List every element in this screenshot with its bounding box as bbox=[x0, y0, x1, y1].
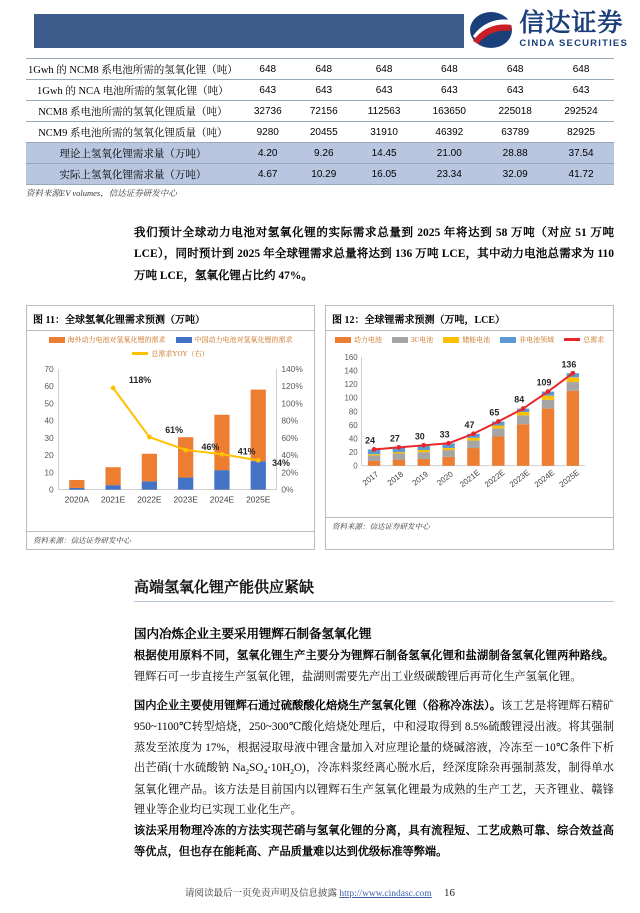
legend-swatch-icon bbox=[49, 337, 65, 343]
logo-text-en: CINDA SECURITIES bbox=[519, 38, 628, 49]
legend-label: 3C电池 bbox=[410, 335, 434, 344]
bar-segment bbox=[467, 448, 479, 466]
legend-label: 储能电池 bbox=[462, 335, 491, 344]
chart-12-legend bbox=[326, 331, 613, 345]
x-axis-tick: 2018 bbox=[385, 469, 406, 488]
legend-label: 动力电池 bbox=[353, 335, 382, 344]
yoy-point bbox=[183, 447, 188, 452]
table-cell-value: 16.05 bbox=[352, 164, 417, 185]
x-axis-tick: 2024E bbox=[532, 467, 557, 489]
bar-segment bbox=[393, 459, 405, 465]
table-cell-value: 10.29 bbox=[296, 164, 352, 185]
table-row-label: NCM9 系电池所需的氢氧化锂质量（吨） bbox=[26, 122, 240, 143]
legend-item bbox=[392, 335, 433, 345]
footer-url-link[interactable]: http://www.cindasc.com bbox=[339, 889, 432, 899]
legend-swatch-icon bbox=[335, 337, 351, 343]
yoy-point bbox=[220, 452, 225, 457]
table-cell-value: 648 bbox=[352, 59, 417, 80]
chart-11-legend bbox=[27, 331, 314, 359]
total-demand-point bbox=[521, 406, 526, 411]
x-axis-tick: 2024E bbox=[209, 494, 235, 505]
total-demand-data-label: 30 bbox=[414, 431, 425, 442]
table-cell-value: 46392 bbox=[416, 122, 482, 143]
legend-line-icon bbox=[564, 338, 580, 341]
table-cell-value: 23.34 bbox=[416, 164, 482, 185]
total-demand-point bbox=[471, 431, 476, 436]
x-axis-tick: 2023E bbox=[507, 467, 532, 489]
table-cell-value: 28.88 bbox=[482, 143, 548, 164]
legend-item bbox=[500, 335, 554, 345]
y-axis-tick: 50 bbox=[44, 398, 54, 409]
paragraph-2-rest: 该工艺是将锂辉石精矿 950~1100℃转型焙烧，250~300℃酸化焙烧处理后，中和浸取得到 8.5%硫酸锂浸出液。将其强制蒸发至浓度为 17%，根据浸取母液中锂含量加入对应理论量的烧碱溶液，冷冻至－10℃条件下析出芒硝(十水硫酸钠 $Na_2SO_4\cdot 10H_2O$)，冷冻料浆经离心脱水后，经深度除杂再强制蒸发，制得单水氢氧化锂产品。该方法是目前国内以锂辉石生产氢氧化锂最为成熟的生产工艺，天齐锂业、赣锋锂业等企业均已实现工业化生产。 bbox=[134, 700, 614, 817]
chart-11-title: 图 11：全球氢氧化锂需求预测（万吨） bbox=[27, 306, 314, 331]
table-cell-value: 63789 bbox=[482, 122, 548, 143]
table-cell-value: 648 bbox=[416, 59, 482, 80]
table-cell-value: 648 bbox=[296, 59, 352, 80]
bar-segment-china bbox=[105, 485, 120, 489]
total-demand-data-label: 33 bbox=[439, 429, 450, 440]
intro-paragraph: 我们预计全球动力电池对氢氧化锂的实际需求总量到 2025 年将达到 58 万吨（对应 51 万吨 LCE），同时预计到 2025 年全球锂需求总量将达到 136 万吨 LCE，其中动力电池总需求为 110 万吨 LCE，氢氧化锂占比约 47%。 bbox=[134, 227, 614, 282]
y-axis-tick: 20 bbox=[348, 447, 358, 457]
table-cell-value: 14.45 bbox=[352, 143, 417, 164]
total-demand-data-label: 47 bbox=[464, 419, 475, 430]
bar-segment bbox=[418, 450, 430, 452]
table-row-label: 理论上氢氧化锂需求量（万吨） bbox=[26, 143, 240, 164]
bar-segment bbox=[542, 408, 554, 465]
yoy-point bbox=[111, 385, 116, 390]
x-axis-tick: 2021E bbox=[458, 467, 482, 489]
bar-segment-overseas bbox=[142, 454, 157, 482]
bar-segment-overseas bbox=[105, 467, 120, 485]
table-cell-value: 82925 bbox=[548, 122, 614, 143]
y-axis-tick: 40 bbox=[348, 434, 358, 444]
chart-11-plot-area bbox=[27, 359, 314, 531]
bar-segment bbox=[442, 448, 454, 450]
table-row-label: NCM8 系电池所需的氢氧化锂质量（吨） bbox=[26, 101, 240, 122]
chart-11-source: 资料来源：信达证券研发中心 bbox=[27, 531, 314, 549]
header-blue-bar bbox=[34, 14, 464, 48]
bar-segment-china bbox=[251, 461, 266, 489]
bar-segment bbox=[393, 453, 405, 459]
legend-swatch-icon bbox=[500, 337, 516, 343]
legend-item bbox=[49, 335, 166, 345]
yoy-point bbox=[147, 434, 152, 439]
total-demand-point bbox=[496, 419, 501, 424]
y-axis-tick: 160 bbox=[344, 352, 358, 362]
legend-label: 中国动力电池对氢氧化锂的需求 bbox=[194, 335, 293, 344]
legend-item bbox=[443, 335, 490, 345]
legend-item bbox=[132, 349, 208, 359]
bar-segment bbox=[393, 452, 405, 453]
legend-label: 海外动力电池对氢氧化锂的需求 bbox=[67, 335, 166, 344]
bar-segment bbox=[517, 424, 529, 466]
footer-disclaimer: 请阅读最后一页免责声明及信息披露 bbox=[184, 889, 337, 899]
lithium-demand-table bbox=[26, 58, 614, 185]
table-cell-value: 648 bbox=[482, 59, 548, 80]
legend-label: 总需求 bbox=[583, 335, 605, 344]
total-demand-point bbox=[546, 389, 551, 394]
x-axis-tick: 2023E bbox=[173, 494, 198, 505]
paragraph-2-bold: 国内企业主要使用锂辉石通过硫酸酸化焙烧生产氢氧化锂（俗称冷冻法）。 bbox=[134, 700, 502, 713]
table-row bbox=[26, 164, 614, 185]
company-logo bbox=[469, 10, 628, 50]
table-cell-value: 31910 bbox=[352, 122, 417, 143]
table-row-label: 1Gwh 的 NCA 电池所需的氢氧化锂（吨） bbox=[26, 80, 240, 101]
y-axis-tick: 20 bbox=[44, 449, 54, 460]
table-cell-value: 9280 bbox=[240, 122, 296, 143]
table-source-note: 资料来源EV volumes，信达证券研发中心 bbox=[26, 188, 177, 198]
x-axis-tick: 2020 bbox=[435, 469, 455, 488]
total-demand-point bbox=[446, 441, 451, 446]
yoy-data-label: 61% bbox=[165, 424, 184, 435]
y-axis-tick: 120 bbox=[344, 379, 358, 389]
yoy-data-label: 46% bbox=[201, 441, 220, 452]
logo-text-cn: 信达证券 bbox=[519, 9, 624, 37]
y-axis-tick: 70 bbox=[44, 363, 54, 374]
total-demand-data-label: 24 bbox=[365, 435, 376, 446]
x-axis-tick: 2020A bbox=[64, 494, 89, 505]
y2-axis-tick: 140% bbox=[281, 363, 303, 374]
bar-segment bbox=[567, 377, 579, 382]
y2-axis-tick: 40% bbox=[281, 449, 299, 460]
bar-segment bbox=[467, 438, 479, 441]
legend-swatch-icon bbox=[443, 337, 459, 343]
legend-item bbox=[176, 335, 293, 345]
chart-12-plot-area bbox=[326, 345, 613, 517]
table-row-label: 实际上氢氧化锂需求量（万吨） bbox=[26, 164, 240, 185]
yoy-data-label: 118% bbox=[128, 374, 152, 385]
chart-card-12 bbox=[325, 305, 614, 550]
table-cell-value: 163650 bbox=[416, 101, 482, 122]
legend-swatch-icon bbox=[392, 337, 408, 343]
y-axis-tick: 0 bbox=[49, 484, 54, 495]
y-axis-tick: 60 bbox=[348, 420, 358, 430]
bar-segment-china bbox=[142, 481, 157, 489]
table-row bbox=[26, 80, 614, 101]
lithium-demand-table-wrapper bbox=[26, 58, 614, 199]
table-row bbox=[26, 101, 614, 122]
bar-segment bbox=[368, 455, 380, 460]
page-header bbox=[8, 8, 632, 54]
paragraph-2 bbox=[134, 696, 614, 821]
bar-segment bbox=[542, 395, 554, 399]
bar-segment bbox=[467, 440, 479, 447]
y2-axis-tick: 120% bbox=[281, 380, 303, 391]
bar-segment bbox=[492, 425, 504, 428]
chart-12-source: 资料来源：信达证券研发中心 bbox=[326, 517, 613, 535]
y2-axis-tick: 60% bbox=[281, 432, 299, 443]
bar-segment bbox=[492, 436, 504, 465]
bar-segment bbox=[492, 428, 504, 436]
page-footer bbox=[0, 885, 640, 899]
table-cell-value: 41.72 bbox=[548, 164, 614, 185]
bar-segment bbox=[368, 454, 380, 455]
table-cell-value: 4.67 bbox=[240, 164, 296, 185]
bar-segment-overseas bbox=[178, 437, 193, 477]
legend-line-icon bbox=[132, 352, 148, 355]
x-axis-tick: 2025E bbox=[557, 467, 582, 489]
table-cell-value: 37.54 bbox=[548, 143, 614, 164]
table-cell-value: 643 bbox=[240, 80, 296, 101]
bar-segment bbox=[567, 391, 579, 466]
table-row bbox=[26, 59, 614, 80]
x-axis-tick: 2019 bbox=[410, 469, 430, 488]
bar-segment-china bbox=[178, 477, 193, 489]
table-cell-value: 648 bbox=[240, 59, 296, 80]
y-axis-tick: 10 bbox=[44, 467, 54, 478]
cinda-logo-icon bbox=[469, 10, 513, 50]
table-cell-value: 32736 bbox=[240, 101, 296, 122]
x-axis-tick: 2025E bbox=[246, 494, 271, 505]
y-axis-tick: 100 bbox=[344, 393, 358, 403]
table-cell-value: 21.00 bbox=[416, 143, 482, 164]
table-row-label: 1Gwh 的 NCM8 系电池所需的氢氧化锂（吨） bbox=[26, 59, 240, 80]
table-cell-value: 648 bbox=[548, 59, 614, 80]
bar-segment bbox=[517, 415, 529, 424]
bar-segment bbox=[442, 450, 454, 457]
paragraph-1-bold: 根据使用原料不同，氢氧化锂生产主要分为锂辉石制备氢氧化锂和盐湖制备氢氧化锂两种路线。 bbox=[134, 649, 614, 662]
y2-axis-tick: 20% bbox=[281, 467, 299, 478]
total-demand-data-label: 136 bbox=[561, 359, 577, 370]
y-axis-tick: 80 bbox=[348, 407, 358, 417]
y-axis-tick: 140 bbox=[344, 366, 358, 376]
bar-segment-overseas bbox=[69, 480, 84, 488]
bar-segment bbox=[567, 382, 579, 391]
x-axis-tick: 2022E bbox=[482, 467, 507, 489]
bar-segment bbox=[542, 400, 554, 409]
table-cell-value: 72156 bbox=[296, 101, 352, 122]
total-demand-point bbox=[372, 447, 377, 452]
legend-item bbox=[335, 335, 382, 345]
y-axis-tick: 0 bbox=[353, 461, 358, 471]
table-cell-value: 4.20 bbox=[240, 143, 296, 164]
bar-segment bbox=[368, 461, 380, 466]
table-cell-value: 20455 bbox=[296, 122, 352, 143]
bar-segment bbox=[418, 452, 430, 459]
table-cell-value: 9.26 bbox=[296, 143, 352, 164]
legend-label: 非电池领域 bbox=[519, 335, 555, 344]
bar-segment-china bbox=[214, 470, 229, 489]
y-axis-tick: 30 bbox=[44, 432, 54, 443]
charts-row bbox=[26, 305, 614, 550]
table-cell-value: 225018 bbox=[482, 101, 548, 122]
bar-segment bbox=[418, 459, 430, 466]
paragraph-1 bbox=[134, 646, 614, 687]
table-cell-value: 643 bbox=[352, 80, 417, 101]
legend-label: 总需求YOY（右） bbox=[151, 349, 209, 358]
table-cell-value: 643 bbox=[416, 80, 482, 101]
bar-segment-china bbox=[69, 488, 84, 490]
total-demand-point bbox=[397, 445, 402, 450]
table-cell-value: 112563 bbox=[352, 101, 417, 122]
total-demand-data-label: 27 bbox=[389, 433, 400, 444]
table-cell-value: 643 bbox=[482, 80, 548, 101]
yoy-data-label: 34% bbox=[272, 458, 290, 469]
y-axis-tick: 60 bbox=[44, 380, 54, 391]
bar-segment bbox=[442, 457, 454, 466]
bar-segment bbox=[517, 412, 529, 415]
total-demand-data-label: 109 bbox=[536, 377, 552, 388]
total-demand-data-label: 65 bbox=[489, 407, 500, 418]
table-cell-value: 643 bbox=[548, 80, 614, 101]
x-axis-tick: 2017 bbox=[360, 469, 381, 488]
legend-swatch-icon bbox=[176, 337, 192, 343]
x-axis-tick: 2021E bbox=[100, 494, 126, 505]
total-demand-point bbox=[570, 371, 575, 376]
page-number: 16 bbox=[444, 887, 456, 899]
legend-item bbox=[564, 335, 604, 345]
y-axis-tick: 40 bbox=[44, 415, 54, 426]
yoy-point bbox=[256, 458, 261, 463]
total-demand-data-label: 84 bbox=[514, 394, 525, 405]
total-demand-point bbox=[421, 443, 426, 448]
y2-axis-tick: 0% bbox=[281, 484, 294, 495]
section-heading: 高端氢氧化锂产能供应紧缺 bbox=[134, 576, 614, 602]
table-row bbox=[26, 122, 614, 143]
chart-12-title: 图 12：全球锂需求预测（万吨，LCE） bbox=[326, 306, 613, 331]
paragraph-1-rest: 锂辉石可一步直接生产氢氧化锂，盐湖则需要先产出工业级碳酸锂后再苛化生产氢氧化锂。 bbox=[134, 670, 582, 683]
table-cell-value: 292524 bbox=[548, 101, 614, 122]
chart-card-11 bbox=[26, 305, 315, 550]
table-row bbox=[26, 143, 614, 164]
y2-axis-tick: 80% bbox=[281, 415, 299, 426]
y2-axis-tick: 100% bbox=[281, 398, 303, 409]
table-cell-value: 643 bbox=[296, 80, 352, 101]
yoy-data-label: 41% bbox=[237, 446, 256, 457]
section-sub-heading: 国内冶炼企业主要采用锂辉石制备氢氧化锂 bbox=[134, 626, 372, 641]
x-axis-tick: 2022E bbox=[137, 494, 162, 505]
paragraph-3: 该法采用物理冷冻的方法实现芒硝与氢氧化锂的分离，具有流程短、工艺成熟可靠、综合效益高等优点，但也存在能耗高、产品质量难以达到优级标准等弊端。 bbox=[134, 824, 614, 858]
table-cell-value: 32.09 bbox=[482, 164, 548, 185]
